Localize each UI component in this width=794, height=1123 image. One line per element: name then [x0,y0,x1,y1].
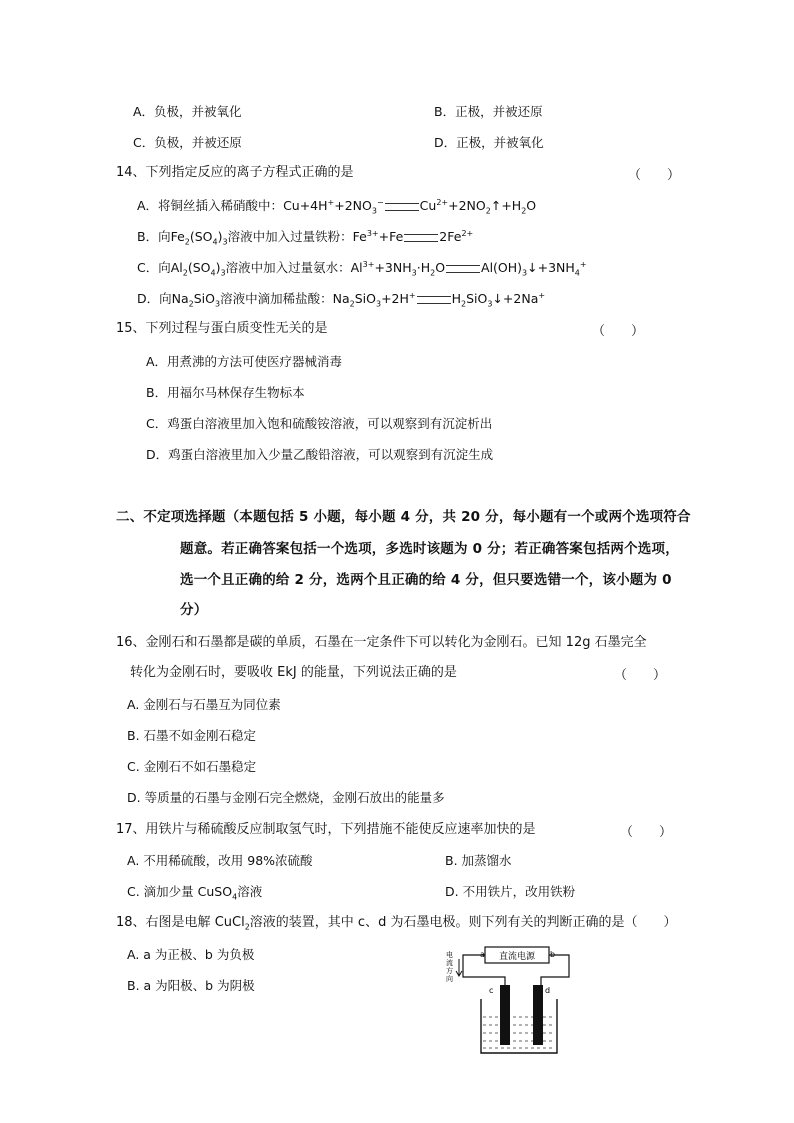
current-label-char-3: 方 [446,967,453,975]
current-label-char-4: 向 [446,975,453,983]
q14-answer-paren: （ ） [628,168,681,183]
current-direction-label [446,950,455,983]
q17-option-b: B. 加蒸馏水 [445,853,512,868]
power-supply-label: 直流电源 [498,952,536,962]
q13-option-a: A．负极，并被氧化 [133,104,242,119]
q17-option-c-formula: CuSO$_4$ [197,884,238,902]
q14-option-b [137,228,473,246]
q18-stem-formula: CuCl$_2$ [214,915,250,932]
q14-option-d-formula: $Na_2SiO_3$ [171,291,221,309]
q14-option-a-equation: $Cu+4H^++2NO_3^-$ $Cu^{2+}+2NO_2↑+H_2O$ [283,197,537,216]
electrode-c-label: c [489,986,494,995]
q14-option-c [137,259,587,277]
q16-stem-line1: 16、金刚石和石墨都是碳的单质，石墨在一定条件下可以转化为金刚石。已知 12g 石墨完全 [116,635,647,650]
q15-option-d: D．鸡蛋白溶液里加入少量乙酸铅溶液，可以观察到有沉淀生成 [146,447,494,462]
q14-option-b-text: 溶液中加入过量铁粉： [227,229,353,244]
section2-line4: 分） [180,602,208,618]
q14-option-d-prefix: D．向 [137,291,172,306]
q14-stem: 14、下列指定反应的离子方程式正确的是 [116,165,354,180]
q14-option-d-equation: $Na_2SiO_3+2H^+$ $H_2SiO_3↓+2Na^+$ [332,290,546,309]
electrolyte-solution [483,1017,555,1048]
current-label-char-2: 流 [446,959,453,967]
q14-option-d [137,290,545,308]
electrode-d-label: d [545,986,551,995]
section2-line2: 题意。若正确答案包括一个选项，多选时该题为 0 分；若正确答案包括两个选项， [180,541,679,557]
q15-answer-paren: （ ） [592,324,645,339]
q14-option-a-text: A．将铜丝插入稀硝酸中： [137,198,284,213]
q18-option-a: A. a 为正极、b 为负极 [127,947,255,962]
terminal-b-label: b [550,950,556,959]
q14-option-b-formula: $Fe_2(SO_4)_3$ [170,229,228,247]
q14-option-c-formula: $Al_2(SO_4)_3$ [170,260,226,278]
q17-option-d: D. 不用铁片，改用铁粉 [445,884,576,899]
q16-stem-line2: 转化为金刚石时，要吸收 EkJ 的能量，下列说法正确的是 [130,665,457,680]
q13-option-d: D．正极，并被氧化 [434,135,544,150]
electrolysis-diagram [445,945,575,1060]
terminal-a-label: a [480,950,485,959]
q18-stem-suffix: 溶液的装置，其中 c、d 为石墨电极。则下列有关的判断正确的是（ ） [249,915,677,930]
q17-option-a: A. 不用稀硫酸，改用 98%浓硫酸 [127,853,313,868]
electrode-c [500,985,510,1045]
q15-stem: 15、下列过程与蛋白质变性无关的是 [116,321,328,336]
q15-option-c: C．鸡蛋白溶液里加入饱和硫酸铵溶液，可以观察到有沉淀析出 [146,416,493,431]
q14-option-d-text: 溶液中滴加稀盐酸： [220,291,333,306]
q18-option-b: B. a 为阳极、b 为阴极 [127,978,255,993]
beaker [481,999,557,1053]
q16-option-c: C. 金刚石不如石墨稳定 [127,759,257,774]
q17-stem: 17、用铁片与稀硫酸反应制取氢气时，下列措施不能使反应速率加快的是 [116,822,536,837]
electrode-d [533,985,543,1045]
q17-option-c-suffix: 溶液 [237,884,263,899]
q15-option-a: A．用煮沸的方法可使医疗器械消毒 [146,354,343,369]
q14-option-a [137,197,536,215]
section2-line1: 二、不定项选择题（本题包括 5 小题，每小题 4 分，共 20 分，每小题有一个或两个选项符合 [116,509,691,525]
q18-stem [116,914,676,932]
q17-answer-paren: （ ） [620,825,673,840]
q16-option-d: D. 等质量的石墨与金刚石完全燃烧，金刚石放出的能量多 [127,790,445,805]
q16-option-b: B. 石墨不如金刚石稳定 [127,728,257,743]
q16-answer-paren: （ ） [614,668,667,683]
q18-stem-prefix: 18、右图是电解 [116,915,215,930]
q14-option-b-prefix: B．向 [137,229,171,244]
q17-option-c-prefix: C. 滴加少量 [127,884,198,899]
q13-option-c: C．负极，并被还原 [133,135,242,150]
q16-option-a: A. 金刚石与石墨互为同位素 [127,697,281,712]
current-label-char-1: 电 [446,951,453,959]
q15-option-b: B．用福尔马林保存生物标本 [146,385,305,400]
electrolysis-diagram-svg [445,945,575,1060]
section2-line3: 选一个且正确的给 2 分，选两个且正确的给 4 分，但只要选错一个，该小题为 0 [180,572,672,588]
q13-option-b: B．正极，并被还原 [434,104,543,119]
q14-option-c-prefix: C．向 [137,260,171,275]
q14-option-b-equation: $Fe^{3+}+Fe$ $2Fe^{2+}$ [352,228,474,244]
q14-option-c-equation: $Al^{3+}+3NH_3\cdot H_2O$ $Al(OH)_3↓+3NH_4^+$ [350,259,587,278]
q14-option-c-text: 溶液中加入过量氨水： [225,260,351,275]
q17-option-c [127,883,262,901]
